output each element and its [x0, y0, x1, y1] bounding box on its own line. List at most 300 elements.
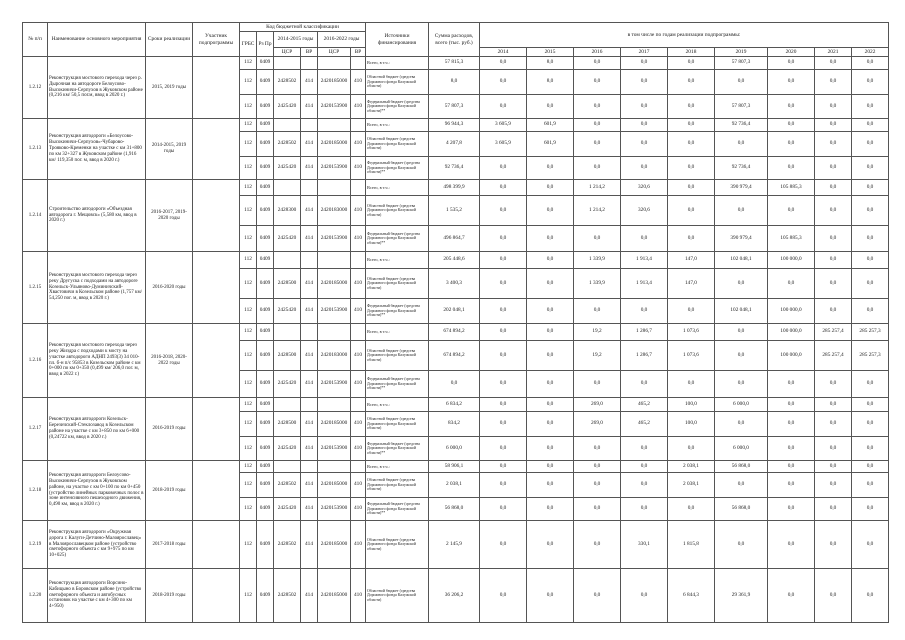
total-amount: 202 048,1: [429, 299, 480, 324]
csr-2014-2015: 2428502: [274, 132, 301, 157]
funding-source: Всего, в т.ч.:: [366, 57, 429, 70]
rzpr-code: 0409: [257, 252, 274, 269]
amount-2020: 0,0: [768, 119, 815, 132]
amount-2014: 3 605,9: [480, 132, 527, 157]
amount-2017: 1 286,7: [621, 324, 668, 341]
amount-2018: 1 073,6: [668, 324, 715, 341]
rzpr-code: 0409: [257, 95, 274, 119]
vr-2014-2015: [301, 324, 318, 341]
csr-2014-2015: [274, 324, 301, 341]
amount-2018: 147,0: [668, 269, 715, 299]
total-amount: 205 448,6: [429, 252, 480, 269]
measure-period: 2017-2018 годы: [146, 521, 193, 569]
amount-2017: 0,0: [621, 226, 668, 252]
amount-2017: 330,1: [621, 521, 668, 569]
vr-2016-2022: [351, 57, 366, 70]
amount-2020: 0,0: [768, 70, 815, 95]
amount-2014: 0,0: [480, 473, 527, 498]
amount-2016: 0,0: [574, 95, 621, 119]
amount-2018: 100,0: [668, 412, 715, 437]
amount-2020: 100 000,0: [768, 324, 815, 341]
measure-period: 2016-2020 годы: [146, 252, 193, 324]
amount-2019: 0,0: [715, 132, 768, 157]
vr-2016-2022: [351, 180, 366, 196]
header-period: Сроки реализации: [146, 23, 193, 57]
amount-2022: 0,0: [852, 473, 889, 498]
rzpr-code: 0409: [257, 119, 274, 132]
total-amount: 96 944,3: [429, 119, 480, 132]
financing-table: [22, 22, 889, 623]
header-year-2022: 2022: [852, 48, 889, 57]
csr-2014-2015: [274, 180, 301, 196]
grbs-code: 112: [240, 180, 257, 196]
amount-2016: 1 214,2: [574, 196, 621, 226]
vr-2016-2022: 410: [351, 299, 366, 324]
funding-source: Всего, в т.ч.:: [366, 398, 429, 412]
vr-2016-2022: 410: [351, 341, 366, 371]
rzpr-code: 0409: [257, 437, 274, 461]
amount-2015: 0,0: [527, 252, 574, 269]
vr-2016-2022: 410: [351, 226, 366, 252]
amount-2017: 0,0: [621, 461, 668, 473]
csr-2014-2015: 2428502: [274, 569, 301, 623]
grbs-code: 112: [240, 57, 257, 70]
amount-2014: 0,0: [480, 70, 527, 95]
csr-2014-2015: 2428300: [274, 196, 301, 226]
amount-2019: 56 868,0: [715, 498, 768, 521]
csr-2016-2022: [318, 252, 351, 269]
grbs-code: 112: [240, 70, 257, 95]
table-row: [23, 521, 889, 569]
rzpr-code: 0409: [257, 371, 274, 398]
csr-2016-2022: 2420185000: [318, 521, 351, 569]
csr-2014-2015: 2428500: [274, 269, 301, 299]
total-amount: 834,2: [429, 412, 480, 437]
amount-2015: 0,0: [527, 269, 574, 299]
measure-period: 2016-2018, 2020-2022 годы: [146, 324, 193, 398]
funding-source: Федеральный бюджет (средства Дорожного фонда Калужской области)**: [366, 371, 429, 398]
amount-2017: 0,0: [621, 371, 668, 398]
amount-2018: 0,0: [668, 119, 715, 132]
row-number: 1.2.18: [23, 461, 48, 521]
csr-2014-2015: 2428500: [274, 341, 301, 371]
header-year-2021: 2021: [815, 48, 852, 57]
amount-2014: 0,0: [480, 437, 527, 461]
header-num: № п/п: [23, 23, 48, 57]
measure-participant: [193, 461, 240, 521]
amount-2020: 100 000,0: [768, 299, 815, 324]
rzpr-code: 0409: [257, 569, 274, 623]
funding-source: Областной бюджет (средства Дорожного фонда Калужской области): [366, 70, 429, 95]
amount-2015: 0,0: [527, 437, 574, 461]
table-row: [23, 119, 889, 132]
csr-2014-2015: 2428500: [274, 412, 301, 437]
header-vr-1: ВР: [301, 48, 318, 57]
table-row: [23, 461, 889, 473]
csr-2016-2022: 2420185000: [318, 412, 351, 437]
row-number: 1.2.16: [23, 324, 48, 398]
amount-2019: 0,0: [715, 70, 768, 95]
csr-2016-2022: [318, 398, 351, 412]
total-amount: 92 736,4: [429, 157, 480, 180]
vr-2016-2022: 410: [351, 157, 366, 180]
rzpr-code: 0409: [257, 157, 274, 180]
amount-2017: 1 913,4: [621, 269, 668, 299]
amount-2018: 0,0: [668, 70, 715, 95]
amount-2016: 0,0: [574, 226, 621, 252]
amount-2015: 0,0: [527, 473, 574, 498]
amount-2022: 0,0: [852, 95, 889, 119]
amount-2018: 0,0: [668, 226, 715, 252]
amount-2019: 390 979,4: [715, 226, 768, 252]
amount-2021: 0,0: [815, 95, 852, 119]
csr-2016-2022: 2420185000: [318, 132, 351, 157]
vr-2016-2022: 410: [351, 70, 366, 95]
funding-source: Всего, в т.ч.:: [366, 461, 429, 473]
grbs-code: 112: [240, 299, 257, 324]
grbs-code: 112: [240, 132, 257, 157]
csr-2014-2015: 2425420: [274, 437, 301, 461]
amount-2014: 0,0: [480, 226, 527, 252]
amount-2015: 0,0: [527, 569, 574, 623]
header-year-2018: 2018: [668, 48, 715, 57]
amount-2018: 1 815,8: [668, 521, 715, 569]
measure-name: Реконструкция автодороги Козельск-Березичский-Стеклозавод в Козельском районе на участке с км 3+850 по км 6+000 (0,24722 км, ввод в 2020 г.): [48, 398, 146, 461]
amount-2014: 3 605,9: [480, 119, 527, 132]
vr-2016-2022: 410: [351, 569, 366, 623]
amount-2021: 0,0: [815, 437, 852, 461]
grbs-code: 112: [240, 269, 257, 299]
row-number: 1.2.14: [23, 180, 48, 252]
measure-period: 2016-2019 годы: [146, 398, 193, 461]
vr-2014-2015: 414: [301, 299, 318, 324]
amount-2015: 0,0: [527, 196, 574, 226]
amount-2019: 102 048,1: [715, 252, 768, 269]
amount-2016: 0,0: [574, 299, 621, 324]
grbs-code: 112: [240, 226, 257, 252]
amount-2017: 465,2: [621, 412, 668, 437]
total-amount: 56 868,0: [429, 498, 480, 521]
document-page: [22, 22, 888, 623]
amount-2021: 0,0: [815, 132, 852, 157]
amount-2021: 0,0: [815, 70, 852, 95]
amount-2014: 0,0: [480, 412, 527, 437]
csr-2016-2022: 2420153900: [318, 157, 351, 180]
amount-2022: 0,0: [852, 180, 889, 196]
total-amount: 58 906,1: [429, 461, 480, 473]
amount-2020: 0,0: [768, 371, 815, 398]
total-amount: 1 535,2: [429, 196, 480, 226]
total-amount: 674 894,2: [429, 324, 480, 341]
amount-2015: 0,0: [527, 341, 574, 371]
measure-name: Реконструкция мостового перехода через р. Дырочная на автодороге Белоусово-Высокиничи-Серпухов в Жуковском районе (0,216 км/ 50,5 пог.м, ввод в 2020 г.): [48, 57, 146, 119]
amount-2019: 0,0: [715, 324, 768, 341]
rzpr-code: 0409: [257, 196, 274, 226]
amount-2019: 0,0: [715, 473, 768, 498]
rzpr-code: 0409: [257, 498, 274, 521]
amount-2016: 1 339,9: [574, 252, 621, 269]
amount-2016: 0,0: [574, 437, 621, 461]
amount-2015: 0,0: [527, 180, 574, 196]
amount-2022: 0,0: [852, 269, 889, 299]
amount-2019: 0,0: [715, 521, 768, 569]
amount-2019: 0,0: [715, 269, 768, 299]
table-row: [23, 324, 889, 341]
amount-2015: 0,0: [527, 461, 574, 473]
total-amount: 6 834,2: [429, 398, 480, 412]
measure-participant: [193, 324, 240, 398]
amount-2017: 0,0: [621, 57, 668, 70]
amount-2014: 0,0: [480, 398, 527, 412]
amount-2018: 1 073,6: [668, 341, 715, 371]
grbs-code: 112: [240, 461, 257, 473]
csr-2016-2022: [318, 180, 351, 196]
amount-2020: 0,0: [768, 473, 815, 498]
amount-2019: 0,0: [715, 371, 768, 398]
amount-2021: 0,0: [815, 569, 852, 623]
vr-2014-2015: [301, 57, 318, 70]
amount-2014: 0,0: [480, 95, 527, 119]
amount-2020: 0,0: [768, 412, 815, 437]
csr-2016-2022: 2420153900: [318, 437, 351, 461]
amount-2020: 0,0: [768, 461, 815, 473]
total-amount: 36 206,2: [429, 569, 480, 623]
amount-2022: 0,0: [852, 498, 889, 521]
vr-2014-2015: 414: [301, 95, 318, 119]
csr-2016-2022: 2420183000: [318, 196, 351, 226]
measure-period: 2016-2017, 2019-2020 годы: [146, 180, 193, 252]
total-amount: 4 207,8: [429, 132, 480, 157]
csr-2014-2015: 2425420: [274, 226, 301, 252]
amount-2014: 0,0: [480, 521, 527, 569]
amount-2017: 0,0: [621, 95, 668, 119]
amount-2017: 320,6: [621, 196, 668, 226]
vr-2016-2022: 410: [351, 521, 366, 569]
total-amount: 6 000,0: [429, 437, 480, 461]
grbs-code: 112: [240, 119, 257, 132]
total-amount: 2 145,9: [429, 521, 480, 569]
grbs-code: 112: [240, 371, 257, 398]
amount-2017: 0,0: [621, 299, 668, 324]
vr-2016-2022: 410: [351, 269, 366, 299]
amount-2019: 6 000,0: [715, 398, 768, 412]
amount-2017: 0,0: [621, 132, 668, 157]
funding-source: Всего, в т.ч.:: [366, 324, 429, 341]
row-number: 1.2.19: [23, 521, 48, 569]
header-csr-1: ЦСР: [274, 48, 301, 57]
csr-2016-2022: [318, 57, 351, 70]
funding-source: Областной бюджет (средства Дорожного фонда Калужской области): [366, 269, 429, 299]
amount-2021: 0,0: [815, 461, 852, 473]
amount-2022: 0,0: [852, 521, 889, 569]
grbs-code: 112: [240, 437, 257, 461]
amount-2021: 0,0: [815, 180, 852, 196]
rzpr-code: 0409: [257, 57, 274, 70]
amount-2018: 0,0: [668, 157, 715, 180]
row-number: 1.2.17: [23, 398, 48, 461]
vr-2014-2015: 414: [301, 157, 318, 180]
csr-2014-2015: 2428502: [274, 473, 301, 498]
vr-2016-2022: 410: [351, 371, 366, 398]
header-year-2020: 2020: [768, 48, 815, 57]
csr-2016-2022: 2420185000: [318, 269, 351, 299]
rzpr-code: 0409: [257, 398, 274, 412]
amount-2018: 0,0: [668, 437, 715, 461]
csr-2016-2022: 2420185000: [318, 473, 351, 498]
vr-2014-2015: 414: [301, 269, 318, 299]
vr-2014-2015: 414: [301, 521, 318, 569]
amount-2021: 0,0: [815, 196, 852, 226]
vr-2016-2022: 410: [351, 498, 366, 521]
row-number: 1.2.13: [23, 119, 48, 180]
header-years-2014-2015: 2014-2015 годы: [274, 32, 318, 48]
amount-2017: 1 286,7: [621, 341, 668, 371]
grbs-code: 112: [240, 473, 257, 498]
vr-2016-2022: 410: [351, 196, 366, 226]
amount-2016: 19,2: [574, 324, 621, 341]
amount-2022: 285 257,3: [852, 324, 889, 341]
amount-2014: 0,0: [480, 341, 527, 371]
amount-2021: 0,0: [815, 119, 852, 132]
amount-2022: 0,0: [852, 132, 889, 157]
amount-2014: 0,0: [480, 371, 527, 398]
vr-2014-2015: [301, 180, 318, 196]
grbs-code: 112: [240, 521, 257, 569]
amount-2014: 0,0: [480, 252, 527, 269]
vr-2014-2015: 414: [301, 473, 318, 498]
vr-2014-2015: 414: [301, 569, 318, 623]
amount-2019: 92 736,4: [715, 157, 768, 180]
rzpr-code: 0409: [257, 180, 274, 196]
amount-2022: 285 257,3: [852, 341, 889, 371]
funding-source: Федеральный бюджет (средства Дорожного фонда Калужской области)**: [366, 299, 429, 324]
vr-2016-2022: 410: [351, 132, 366, 157]
amount-2014: 0,0: [480, 324, 527, 341]
amount-2017: 0,0: [621, 473, 668, 498]
amount-2017: 0,0: [621, 157, 668, 180]
rzpr-code: 0409: [257, 341, 274, 371]
amount-2016: 0,0: [574, 521, 621, 569]
vr-2016-2022: [351, 119, 366, 132]
amount-2015: 601,9: [527, 132, 574, 157]
amount-2015: 0,0: [527, 157, 574, 180]
amount-2022: 0,0: [852, 252, 889, 269]
amount-2014: 0,0: [480, 461, 527, 473]
funding-source: Областной бюджет (средства Дорожного фонда Калужской области): [366, 473, 429, 498]
amount-2020: 0,0: [768, 521, 815, 569]
amount-2020: 105 885,3: [768, 226, 815, 252]
vr-2016-2022: [351, 461, 366, 473]
amount-2020: 0,0: [768, 132, 815, 157]
vr-2014-2015: 414: [301, 196, 318, 226]
csr-2016-2022: 2420153900: [318, 226, 351, 252]
amount-2015: 0,0: [527, 498, 574, 521]
amount-2022: 0,0: [852, 398, 889, 412]
rzpr-code: 0409: [257, 521, 274, 569]
amount-2021: 285 257,4: [815, 341, 852, 371]
amount-2014: 0,0: [480, 498, 527, 521]
total-amount: 0,0: [429, 371, 480, 398]
measure-participant: [193, 57, 240, 119]
amount-2015: 0,0: [527, 324, 574, 341]
amount-2021: 0,0: [815, 269, 852, 299]
vr-2016-2022: 410: [351, 95, 366, 119]
amount-2016: 19,2: [574, 341, 621, 371]
amount-2018: 0,0: [668, 196, 715, 226]
vr-2014-2015: 414: [301, 341, 318, 371]
csr-2014-2015: [274, 461, 301, 473]
amount-2020: 0,0: [768, 196, 815, 226]
amount-2019: 92 736,4: [715, 119, 768, 132]
measure-period: 2018-2019 годы: [146, 569, 193, 623]
amount-2020: 0,0: [768, 57, 815, 70]
rzpr-code: 0409: [257, 324, 274, 341]
amount-2022: 0,0: [852, 119, 889, 132]
amount-2022: 0,0: [852, 461, 889, 473]
csr-2016-2022: 2420153900: [318, 498, 351, 521]
amount-2016: 0,0: [574, 473, 621, 498]
amount-2018: 2 038,1: [668, 461, 715, 473]
amount-2021: 0,0: [815, 371, 852, 398]
grbs-code: 112: [240, 398, 257, 412]
header-grbs: ГРБС: [240, 32, 257, 57]
funding-source: Областной бюджет (средства Дорожного фонда Калужской области): [366, 412, 429, 437]
rzpr-code: 0409: [257, 132, 274, 157]
vr-2014-2015: [301, 119, 318, 132]
row-number: 1.2.20: [23, 569, 48, 623]
amount-2017: 0,0: [621, 498, 668, 521]
amount-2016: 269,0: [574, 398, 621, 412]
amount-2017: 320,6: [621, 180, 668, 196]
measure-name: Реконструкция мостового перехода через реку Жиздра с подходами к мосту на участке автодороги АДНП 2493(3) 34 010-пл. б-н п/с 95853 в Козельском районе с км 0+000 по км 0+350 (0,499 км/ 206,0 пог. м, ввод в 2022 г.): [48, 324, 146, 398]
grbs-code: 112: [240, 95, 257, 119]
rzpr-code: 0409: [257, 412, 274, 437]
amount-2019: 56 868,0: [715, 461, 768, 473]
amount-2015: 0,0: [527, 412, 574, 437]
amount-2014: 0,0: [480, 269, 527, 299]
vr-2016-2022: [351, 398, 366, 412]
amount-2021: 285 257,4: [815, 324, 852, 341]
amount-2021: 0,0: [815, 412, 852, 437]
header-sum: Сумма расходов, всего (тыс. руб.): [429, 23, 480, 57]
amount-2015: 0,0: [527, 95, 574, 119]
csr-2014-2015: 2425420: [274, 371, 301, 398]
amount-2015: 0,0: [527, 226, 574, 252]
amount-2018: 2 038,1: [668, 473, 715, 498]
amount-2022: 0,0: [852, 437, 889, 461]
amount-2020: 0,0: [768, 269, 815, 299]
rzpr-code: 0409: [257, 269, 274, 299]
csr-2014-2015: 2428502: [274, 70, 301, 95]
amount-2022: 0,0: [852, 70, 889, 95]
measure-name: Строительство автодороги «Объездная автодорога г. Мещовск» (5,580 км, ввод в 2020 г.): [48, 180, 146, 252]
header-source: Источники финансирования: [366, 23, 429, 57]
vr-2016-2022: [351, 324, 366, 341]
amount-2019: 57 807,3: [715, 57, 768, 70]
amount-2020: 0,0: [768, 569, 815, 623]
amount-2018: 6 844,3: [668, 569, 715, 623]
total-amount: 2 038,1: [429, 473, 480, 498]
header-year-2014: 2014: [480, 48, 527, 57]
csr-2016-2022: 2420185000: [318, 569, 351, 623]
amount-2018: 0,0: [668, 180, 715, 196]
measure-period: 2015, 2019 годы: [146, 57, 193, 119]
amount-2014: 0,0: [480, 180, 527, 196]
vr-2016-2022: 410: [351, 412, 366, 437]
vr-2014-2015: 414: [301, 226, 318, 252]
measure-participant: [193, 398, 240, 461]
table-row: [23, 180, 889, 196]
